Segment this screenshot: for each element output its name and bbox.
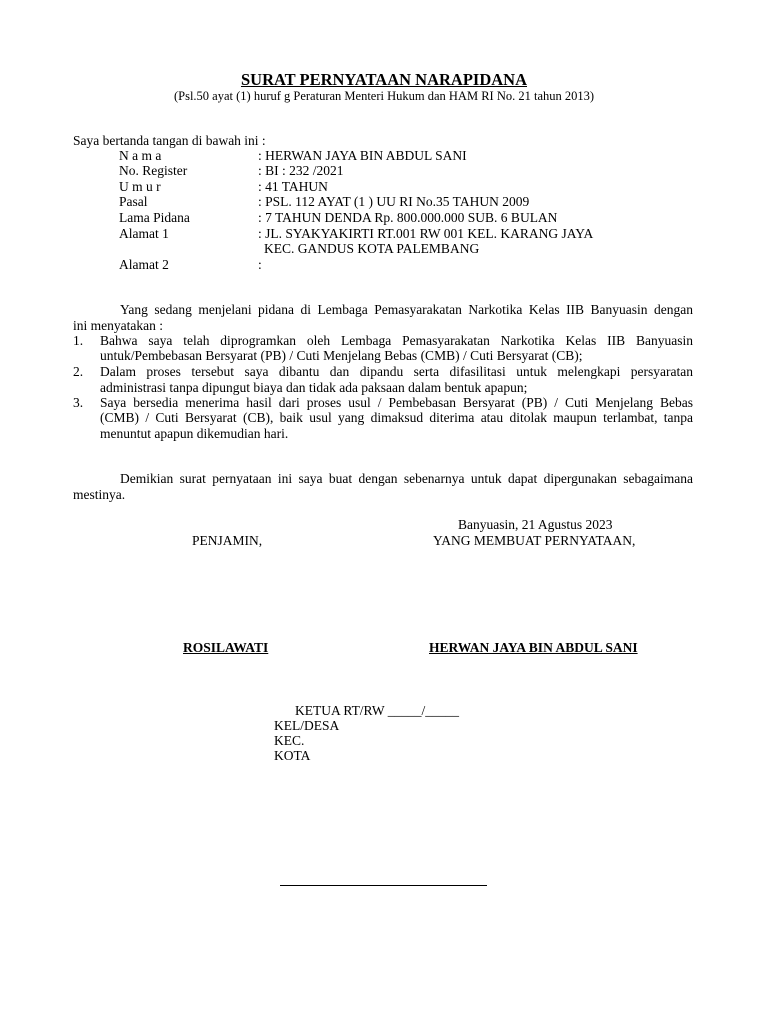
field-label-umur: U m u r — [119, 179, 161, 194]
place-date: Banyuasin, 21 Agustus 2023 — [458, 517, 613, 532]
field-value-alamat-1: : JL. SYAKYAKIRTI RT.001 RW 001 KEL. KARANG JAYA — [258, 226, 594, 241]
statement-intro-line-1: Yang sedang menjelani pidana di Lembaga Pemasyarakatan Narkotika Kelas IIB Banyuasin dengan — [120, 302, 693, 317]
field-label-nama: N a m a — [119, 148, 162, 163]
signature-line — [280, 885, 487, 886]
rt-rw-head: KETUA RT/RW _____/_____ — [295, 703, 459, 718]
guarantor-label: PENJAMIN, — [192, 533, 263, 548]
field-value-umur: : 41 TAHUN — [258, 179, 328, 194]
field-value-nama: : HERWAN JAYA BIN ABDUL SANI — [258, 148, 467, 163]
field-label-pasal: Pasal — [119, 194, 148, 209]
field-label-alamat-1: Alamat 1 — [119, 226, 169, 241]
point-1-line-1: Bahwa saya telah diprogramkan oleh Lembaga Pemasyarakatan Narkotika Kelas IIB Banyuasin — [100, 333, 693, 348]
point-2-line-1: Dalam proses tersebut saya dibantu dan dipandu serta difasilitasi untuk melengkapi persyaratan — [100, 364, 693, 379]
field-value-register: : BI : 232 /2021 — [258, 163, 344, 178]
field-label-alamat-2: Alamat 2 — [119, 257, 169, 272]
declarant-name: HERWAN JAYA BIN ABDUL SANI — [429, 640, 638, 655]
closing-line-1: Demikian surat pernyataan ini saya buat dengan sebenarnya untuk dapat dipergunakan sebagaimana — [120, 471, 693, 486]
field-label-lama-pidana: Lama Pidana — [119, 210, 190, 225]
point-3-line-3: menuntut apapun dikemudian hari. — [100, 426, 289, 441]
point-3-line-1: Saya bersedia menerima hasil dari proses usul / Pembebasan Bersyarat (PB) / Cuti Menjelang Bebas — [100, 395, 693, 410]
declarant-label: YANG MEMBUAT PERNYATAAN, — [433, 533, 636, 548]
point-number-3: 3. — [73, 395, 84, 410]
kec-label: KEC. — [274, 733, 305, 748]
document-subtitle: (Psl.50 ayat (1) huruf g Peraturan Menteri Hukum dan HAM RI No. 21 tahun 2013) — [173, 89, 595, 103]
closing-line-2: mestinya. — [73, 487, 126, 502]
kel-desa-label: KEL/DESA — [274, 718, 340, 733]
document-title: SURAT PERNYATAAN NARAPIDANA — [240, 70, 528, 89]
guarantor-name: ROSILAWATI — [183, 640, 269, 655]
point-3-line-2: (CMB) / Cuti Bersyarat (CB), baik usul yang dimaksud diterima atau ditolak maupun terlambat, tanpa — [100, 410, 693, 425]
field-label-register: No. Register — [119, 163, 188, 178]
intro-text: Saya bertanda tangan di bawah ini : — [73, 133, 266, 148]
point-2-line-2: administrasi tanpa dipungut biaya dan tidak ada paksaan dalam bentuk apapun; — [100, 380, 528, 395]
field-value-alamat-2: : — [258, 257, 262, 272]
statement-intro-line-2: ini menyatakan : — [73, 318, 163, 333]
field-value-alamat-1-cont: KEC. GANDUS KOTA PALEMBANG — [264, 241, 480, 256]
field-value-lama-pidana: : 7 TAHUN DENDA Rp. 800.000.000 SUB. 6 BULAN — [258, 210, 558, 225]
field-value-pasal: : PSL. 112 AYAT (1 ) UU RI No.35 TAHUN 2009 — [258, 194, 530, 209]
point-1-line-2: untuk/Pembebasan Bersyarat (PB) / Cuti Menjelang Bebas (CMB) / Cuti Bersyarat (CB); — [100, 348, 583, 363]
point-number-2: 2. — [73, 364, 84, 379]
point-number-1: 1. — [73, 333, 84, 348]
kota-label: KOTA — [274, 748, 311, 763]
